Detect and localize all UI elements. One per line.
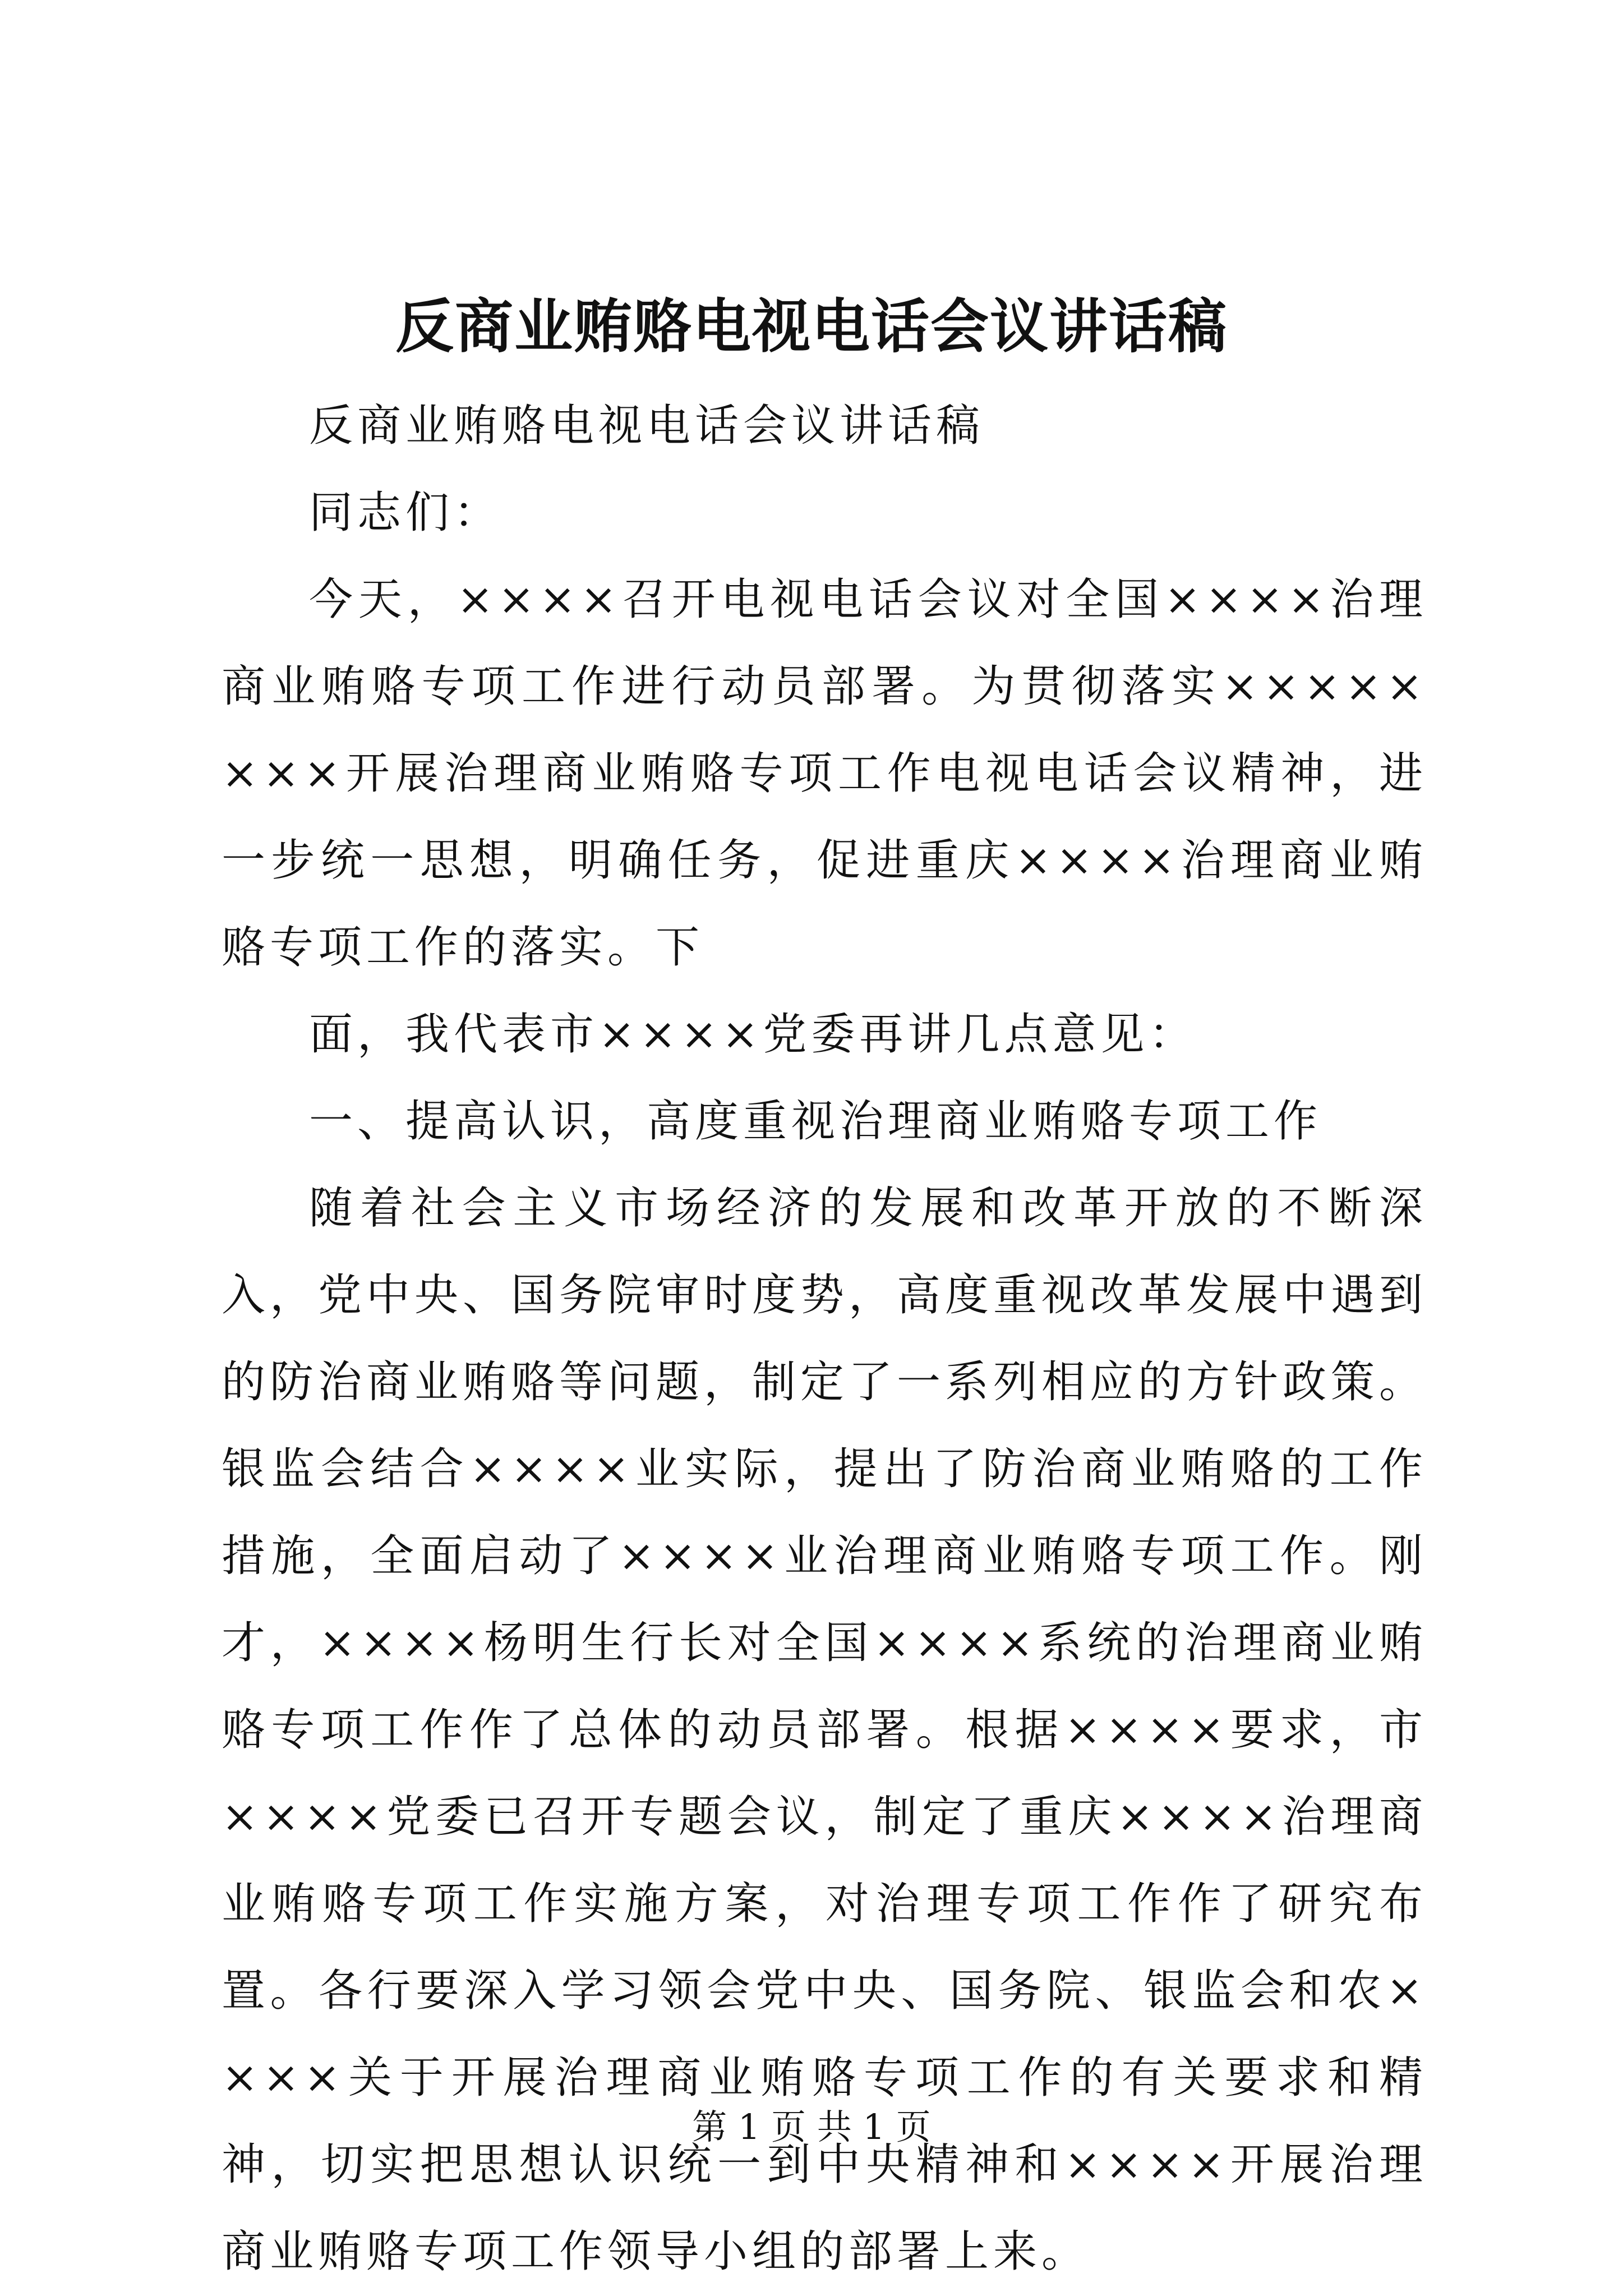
body-paragraph: 面，我代表市××××党委再讲几点意见： — [309, 1009, 1197, 1060]
body-paragraph: 今天，××××召开电视电话会议对全国××××治理商业贿赂专项工作进行动员部署。为贯彻落实××××××××开展治理商业贿赂专项工作电视电话会议精神，进一步统一思想，明确任务，促进重庆××××治理商业贿赂专项工作的落实。下 — [222, 574, 1427, 973]
document-title: 反商业贿赂电视电话会议讲话稿 — [395, 292, 1228, 361]
body-paragraph: 反商业贿赂电视电话会议讲话稿 — [309, 401, 985, 451]
document-body — [222, 383, 1427, 2295]
body-paragraph: 随着社会主义市场经济的发展和改革开放的不断深入，党中央、国务院审时度势，高度重视改革发展中遇到的防治商业贿赂等问题，制定了一系列相应的方针政策。银监会结合××××业实际，提出了防治商业贿赂的工作措施，全面启动了××××业治理商业贿赂专项工作。刚才，××××杨明生行长对全国××××系统的治理商业贿赂专项工作作了总体的动员部署。根据××××要求，市××××党委已召开专题会议，制定了重庆××××治理商业贿赂专项工作实施方案，对治理专项工作作了研究布置。各行要深入学习领会党中央、国务院、银监会和农××××关于开展治理商业贿赂专项工作的有关要求和精神，切实把思想认识统一到中央精神和××××开展治理商业贿赂专项工作领导小组的部署上来。 — [222, 1183, 1428, 2277]
page-footer: 第 1 页 共 1 页 — [692, 2106, 931, 2147]
body-paragraph: 同志们： — [309, 487, 502, 538]
section-heading: 一、提高认识，高度重视治理商业贿赂专项工作 — [309, 1096, 1322, 1147]
